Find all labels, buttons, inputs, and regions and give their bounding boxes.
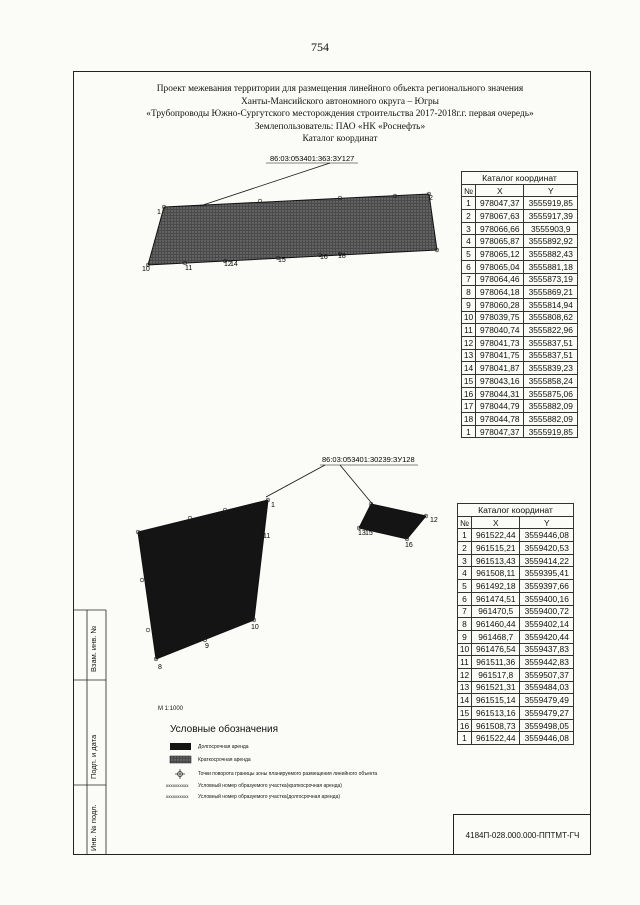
legend-swatch-long-term — [170, 743, 191, 750]
point-number-cell: 4 — [458, 567, 472, 580]
x-coordinate-cell: 978064,18 — [476, 286, 524, 299]
y-coordinate-cell: 3555882,09 — [524, 413, 578, 426]
point-number-cell: 5 — [462, 248, 476, 261]
column-header: X — [472, 516, 520, 529]
point-number-cell: 16 — [458, 719, 472, 732]
table-row — [462, 222, 578, 235]
point-number-cell: 13 — [458, 681, 472, 694]
catalog-1-title: Каталог координат — [462, 172, 578, 185]
y-coordinate-cell: 3555919,85 — [524, 425, 578, 438]
y-coordinate-cell: 3559442,83 — [520, 656, 574, 669]
legend-swatch-short-term — [170, 756, 191, 763]
y-coordinate-cell: 3555839,23 — [524, 362, 578, 375]
parcel-2a-polygon — [138, 500, 271, 659]
side-label-replacement-inv: Взам. инв. № — [89, 625, 98, 672]
y-coordinate-cell: 3559397,66 — [520, 580, 574, 593]
point-number-cell: 7 — [462, 273, 476, 286]
point-number-cell: 2 — [458, 542, 472, 555]
point-number-cell: 12 — [462, 336, 476, 349]
x-coordinate-cell: 978039,75 — [476, 311, 524, 324]
table-row — [458, 643, 574, 656]
point-label: 16 — [320, 254, 328, 261]
point-number-cell: 4 — [462, 235, 476, 248]
x-coordinate-cell: 961513,16 — [472, 707, 520, 720]
point-number-cell: 8 — [462, 286, 476, 299]
table-row — [458, 554, 574, 567]
table-row — [462, 248, 578, 261]
x-coordinate-cell: 961522,44 — [472, 732, 520, 745]
point-number-cell: 3 — [458, 554, 472, 567]
x-coordinate-cell: 961460,44 — [472, 618, 520, 631]
parcel-1-code: 86:03:053401:363:ЗУ127 — [270, 154, 355, 163]
point-number-cell: 17 — [462, 400, 476, 413]
table-row — [458, 567, 574, 580]
y-coordinate-cell: 3559479,49 — [520, 694, 574, 707]
y-coordinate-cell: 3559400,16 — [520, 592, 574, 605]
x-coordinate-cell: 961474,51 — [472, 592, 520, 605]
table-row — [458, 732, 574, 745]
land-user: Землепользователь: ПАО «НК «Роснефть» — [254, 121, 426, 132]
y-coordinate-cell: 3559507,37 — [520, 668, 574, 681]
y-coordinate-cell: 3559498,05 — [520, 719, 574, 732]
x-coordinate-cell: 978044,79 — [476, 400, 524, 413]
title-line-1: Проект межевания территории для размещения линейного объекта регионального значения — [156, 84, 524, 94]
y-coordinate-cell: 3555903,9 — [524, 222, 578, 235]
point-number-cell: 2 — [462, 210, 476, 223]
table-row — [458, 580, 574, 593]
y-coordinate-cell: 3555892,92 — [524, 235, 578, 248]
table-row — [458, 630, 574, 643]
point-label: 10 — [251, 624, 259, 631]
x-coordinate-cell: 961513,43 — [472, 554, 520, 567]
coordinate-catalog-1 — [461, 171, 578, 438]
y-coordinate-cell: 3559479,27 — [520, 707, 574, 720]
x-coordinate-cell: 961476,54 — [472, 643, 520, 656]
table-row — [462, 311, 578, 324]
table-row — [462, 235, 578, 248]
legend-item-long-term-number: Условный номер образуемого участка(долгосрочная аренда) — [198, 794, 341, 800]
table-row — [458, 694, 574, 707]
point-number-cell: 14 — [462, 362, 476, 375]
x-coordinate-cell: 961468,7 — [472, 630, 520, 643]
x-coordinate-cell: 961470,5 — [472, 605, 520, 618]
point-label: 8 — [158, 664, 162, 671]
point-number-cell: 11 — [458, 656, 472, 669]
point-number-cell: 18 — [462, 413, 476, 426]
point-number-cell: 12 — [458, 668, 472, 681]
point-label: 13 — [358, 530, 366, 537]
y-coordinate-cell: 3559420,53 — [520, 542, 574, 555]
y-coordinate-cell: 3555882,09 — [524, 400, 578, 413]
scale-label: М 1:1000 — [158, 706, 184, 712]
document-designation: 4184П-028.000.000-ППТМТ-ГЧ — [453, 814, 591, 855]
table-row — [462, 387, 578, 400]
point-number-cell: 6 — [462, 260, 476, 273]
x-coordinate-cell: 961522,44 — [472, 529, 520, 542]
legend-item-short-term-number: Условный номер образуемого участка(краткосрочная аренда) — [198, 783, 342, 789]
table-row — [462, 324, 578, 337]
point-label: 18 — [338, 253, 346, 260]
table-row — [462, 298, 578, 311]
table-row — [462, 210, 578, 223]
table-row — [458, 618, 574, 631]
point-number-cell: 1 — [458, 529, 472, 542]
point-label: 2 — [429, 195, 433, 202]
table-row — [462, 425, 578, 438]
y-coordinate-cell: 3559484,03 — [520, 681, 574, 694]
table-row — [462, 349, 578, 362]
table-row — [458, 542, 574, 555]
x-coordinate-cell: 961492,18 — [472, 580, 520, 593]
x-coordinate-cell: 978067,63 — [476, 210, 524, 223]
point-label: 15 — [278, 257, 286, 264]
table-row — [458, 719, 574, 732]
catalog-2-rows — [458, 529, 574, 745]
y-coordinate-cell: 3559402,14 — [520, 618, 574, 631]
legend-title: Условные обозначения — [170, 724, 279, 735]
point-label: 10 — [142, 266, 150, 273]
table-row — [462, 413, 578, 426]
title-line-3: «Трубопроводы Южно-Сургутского месторождения строительства 2017-2018г.г. первая очередь» — [146, 109, 534, 120]
page-number: 754 — [311, 40, 329, 54]
y-coordinate-cell: 3555837,51 — [524, 349, 578, 362]
point-label: 15 — [365, 530, 373, 537]
y-coordinate-cell: 3559420,44 — [520, 630, 574, 643]
y-coordinate-cell: 3555858,24 — [524, 375, 578, 388]
catalog-heading: Каталог координат — [302, 134, 378, 145]
table-row — [458, 605, 574, 618]
y-coordinate-cell: 3559446,08 — [520, 732, 574, 745]
column-header: Y — [524, 184, 578, 197]
x-coordinate-cell: 978040,74 — [476, 324, 524, 337]
table-row — [462, 375, 578, 388]
point-label: 1 — [271, 502, 275, 509]
x-coordinate-cell: 978044,78 — [476, 413, 524, 426]
point-label: 14 — [230, 261, 238, 268]
x-coordinate-cell: 961515,14 — [472, 694, 520, 707]
point-label: 11 — [185, 265, 193, 272]
table-row — [462, 260, 578, 273]
point-number-cell: 1 — [462, 197, 476, 210]
table-row — [462, 400, 578, 413]
table-row — [458, 592, 574, 605]
x-coordinate-cell: 978044,31 — [476, 387, 524, 400]
x-coordinate-cell: 978041,73 — [476, 336, 524, 349]
y-coordinate-cell: 3559414,22 — [520, 554, 574, 567]
table-row — [458, 668, 574, 681]
table-row — [462, 197, 578, 210]
legend-item-short-term: Краткосрочная аренда — [198, 757, 251, 763]
x-coordinate-cell: 978065,04 — [476, 260, 524, 273]
column-header: Y — [520, 516, 574, 529]
x-coordinate-cell: 978060,28 — [476, 298, 524, 311]
catalog-2-title: Каталог координат — [458, 504, 574, 517]
point-number-cell: 5 — [458, 580, 472, 593]
table-row — [462, 362, 578, 375]
point-number-cell: 16 — [462, 387, 476, 400]
x-coordinate-cell: 961517,8 — [472, 668, 520, 681]
y-coordinate-cell: 3555808,62 — [524, 311, 578, 324]
y-coordinate-cell: 3555919,85 — [524, 197, 578, 210]
point-number-cell: 6 — [458, 592, 472, 605]
point-number-cell: 11 — [462, 324, 476, 337]
legend-code-sample-1: хххххххххх — [166, 783, 189, 788]
point-number-cell: 1 — [462, 425, 476, 438]
y-coordinate-cell: 3555822,96 — [524, 324, 578, 337]
table-row — [462, 336, 578, 349]
table-row — [462, 273, 578, 286]
table-row — [458, 681, 574, 694]
point-number-cell: 9 — [458, 630, 472, 643]
x-coordinate-cell: 978064,46 — [476, 273, 524, 286]
y-coordinate-cell: 3559400,72 — [520, 605, 574, 618]
y-coordinate-cell: 3555869,21 — [524, 286, 578, 299]
column-header: № — [462, 184, 476, 197]
point-number-cell: 10 — [462, 311, 476, 324]
side-label-original-inv: Инв. № подл. — [89, 804, 98, 851]
parcel-1-polygon — [148, 194, 437, 265]
y-coordinate-cell: 3559395,41 — [520, 567, 574, 580]
table-row — [458, 529, 574, 542]
x-coordinate-cell: 978041,75 — [476, 349, 524, 362]
point-number-cell: 7 — [458, 605, 472, 618]
point-number-cell: 8 — [458, 618, 472, 631]
x-coordinate-cell: 978065,87 — [476, 235, 524, 248]
point-label: 1 — [157, 209, 161, 216]
point-number-cell: 15 — [462, 375, 476, 388]
point-label: 12 — [224, 261, 232, 268]
point-number-cell: 14 — [458, 694, 472, 707]
x-coordinate-cell: 978065,12 — [476, 248, 524, 261]
y-coordinate-cell: 3555837,51 — [524, 336, 578, 349]
legend-item-long-term: Долгосрочная аренда — [198, 744, 249, 750]
side-label-signature-date: Подп. и дата — [89, 734, 98, 779]
y-coordinate-cell: 3555873,19 — [524, 273, 578, 286]
point-label: 16 — [405, 542, 413, 549]
y-coordinate-cell: 3559446,08 — [520, 529, 574, 542]
table-row — [458, 707, 574, 720]
point-number-cell: 13 — [462, 349, 476, 362]
column-header: X — [476, 184, 524, 197]
x-coordinate-cell: 961508,73 — [472, 719, 520, 732]
y-coordinate-cell: 3555875,06 — [524, 387, 578, 400]
x-coordinate-cell: 978043,16 — [476, 375, 524, 388]
point-number-cell: 10 — [458, 643, 472, 656]
x-coordinate-cell: 961521,31 — [472, 681, 520, 694]
x-coordinate-cell: 978066,66 — [476, 222, 524, 235]
parcel-2-leader-right — [340, 465, 374, 506]
table-row — [458, 656, 574, 669]
y-coordinate-cell: 3555917,39 — [524, 210, 578, 223]
legend-code-sample-2: хххххххххх — [166, 794, 189, 799]
point-label: 11 — [263, 533, 271, 540]
coordinate-catalog-2 — [457, 503, 574, 745]
x-coordinate-cell: 961515,21 — [472, 542, 520, 555]
y-coordinate-cell: 3555881,18 — [524, 260, 578, 273]
x-coordinate-cell: 978047,37 — [476, 197, 524, 210]
legend-item-turning-points: Точки поворота границы зоны планируемого размещения линейного объекта — [198, 771, 378, 777]
turning-point-icon — [175, 769, 185, 779]
point-number-cell: 15 — [458, 707, 472, 720]
x-coordinate-cell: 978047,37 — [476, 425, 524, 438]
point-number-cell: 1 — [458, 732, 472, 745]
column-header: № — [458, 516, 472, 529]
parcel-2-code: 86:03:053401:30239:ЗУ128 — [322, 455, 415, 464]
point-label: 12 — [430, 517, 438, 524]
point-label: 9 — [205, 643, 209, 650]
point-number-cell: 9 — [462, 298, 476, 311]
parcel-2-leader-left — [266, 465, 325, 497]
table-row — [462, 286, 578, 299]
x-coordinate-cell: 961508,11 — [472, 567, 520, 580]
title-line-2: Ханты-Мансийского автономного округа – Югры — [241, 96, 439, 107]
catalog-1-rows — [462, 197, 578, 438]
point-number-cell: 3 — [462, 222, 476, 235]
x-coordinate-cell: 961511,36 — [472, 656, 520, 669]
y-coordinate-cell: 3555814,94 — [524, 298, 578, 311]
x-coordinate-cell: 978041,87 — [476, 362, 524, 375]
y-coordinate-cell: 3555882,43 — [524, 248, 578, 261]
y-coordinate-cell: 3559437,83 — [520, 643, 574, 656]
